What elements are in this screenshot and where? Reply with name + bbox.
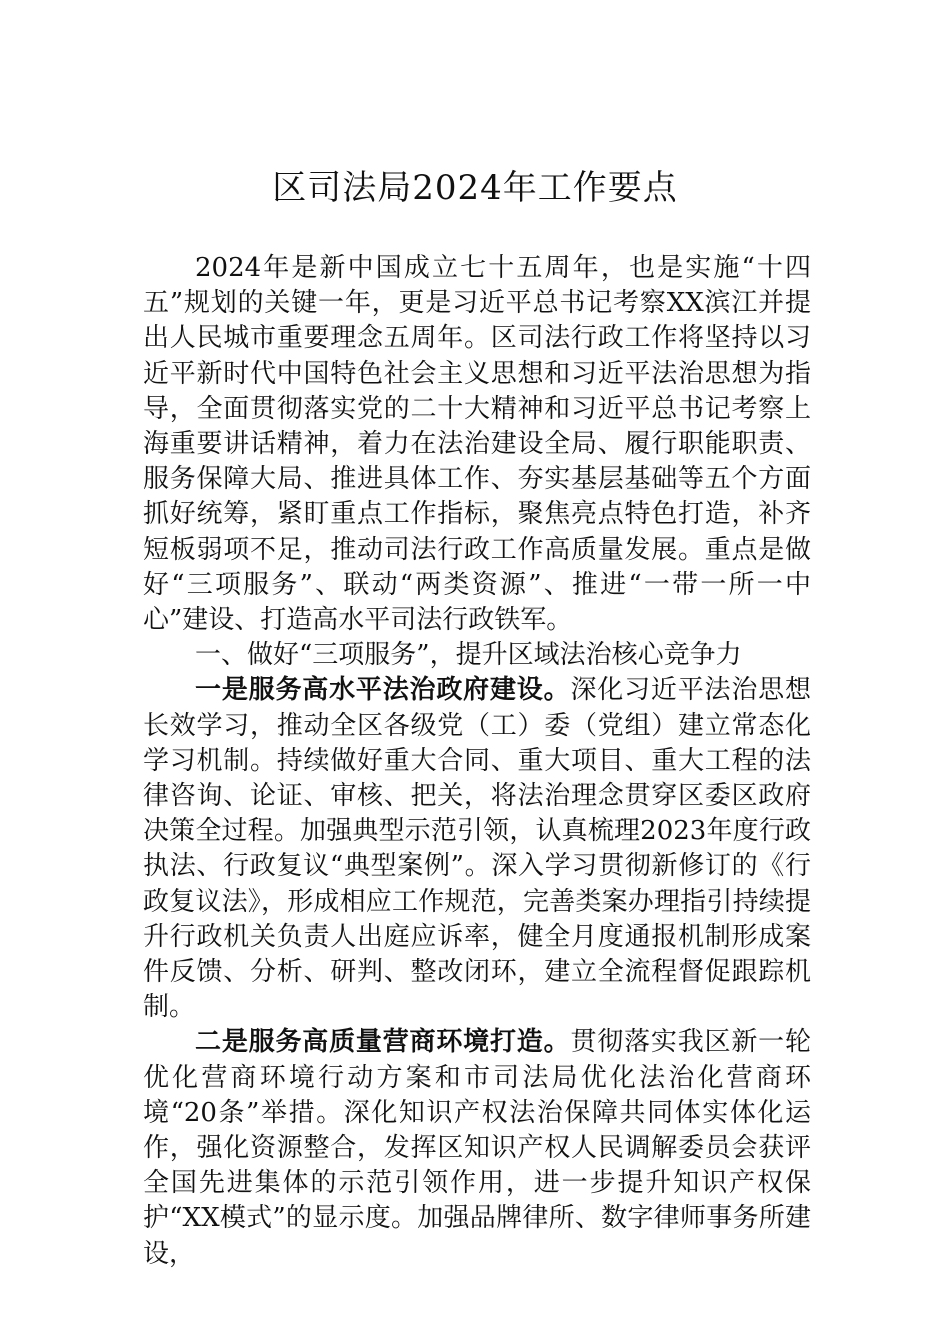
item-paragraph-1 <box>143 673 811 1025</box>
item-lead-2: 二是服务高质量营商环境打造。 <box>195 1027 571 1058</box>
section-heading: 一、做好“三项服务”，提升区域法治核心竞争力 <box>195 640 742 671</box>
item-paragraph-2 <box>143 1025 811 1271</box>
item-text-1: 深化习近平法治思想长效学习，推动全区各级党（工）委（党组）建立常态化学习机制。持续做好重大合同、重大项目、重大工程的法律咨询、论证、审核、把关，将法治理念贯穿区委区政府决策全过程。加强典型示范引领，认真梳理2023年度行政执法、行政复议“典型案例”。深入学习贯彻新修订的《行政复议法》，形成相应工作规范，完善类案办理指引持续提升行政机关负责人出庭应诉率，健全月度通报机制形成案件反馈、分析、研判、整改闭环，建立全流程督促跟踪机制。 <box>143 675 811 1023</box>
intro-paragraph: 2024年是新中国成立七十五周年，也是实施“十四五”规划的关键一年，更是习近平总书记考察XX滨江并提出人民城市重要理念五周年。区司法行政工作将坚持以习近平新时代中国特色社会主义思想和习近平法治思想为指导，全面贯彻落实党的二十大精神和习近平总书记考察上海重要讲话精神，着力在法治建设全局、履行职能职责、服务保障大局、推进具体工作、夯实基层基础等五个方面抓好统筹，紧盯重点工作指标，聚焦亮点特色打造，补齐短板弱项不足，推动司法行政工作高质量发展。重点是做好“三项服务”、联动“两类资源”、推进“一带一所一中心”建设、打造高水平司法行政铁军。 <box>143 253 811 636</box>
document-body <box>143 251 811 1272</box>
item-text-2: 贯彻落实我区新一轮优化营商环境行动方案和市司法局优化法治化营商环境“20条”举措。深化知识产权法治保障共同体实体化运作，强化资源整合，发挥区知识产权人民调解委员会获评全国先进集体的示范引领作用，进一步提升知识产权保护“XX模式”的显示度。加强品牌律所、数字律师事务所建设， <box>143 1027 811 1269</box>
item-lead-1: 一是服务高水平法治政府建设。 <box>195 675 571 706</box>
document-title: 区司法局2024年工作要点 <box>272 168 678 208</box>
